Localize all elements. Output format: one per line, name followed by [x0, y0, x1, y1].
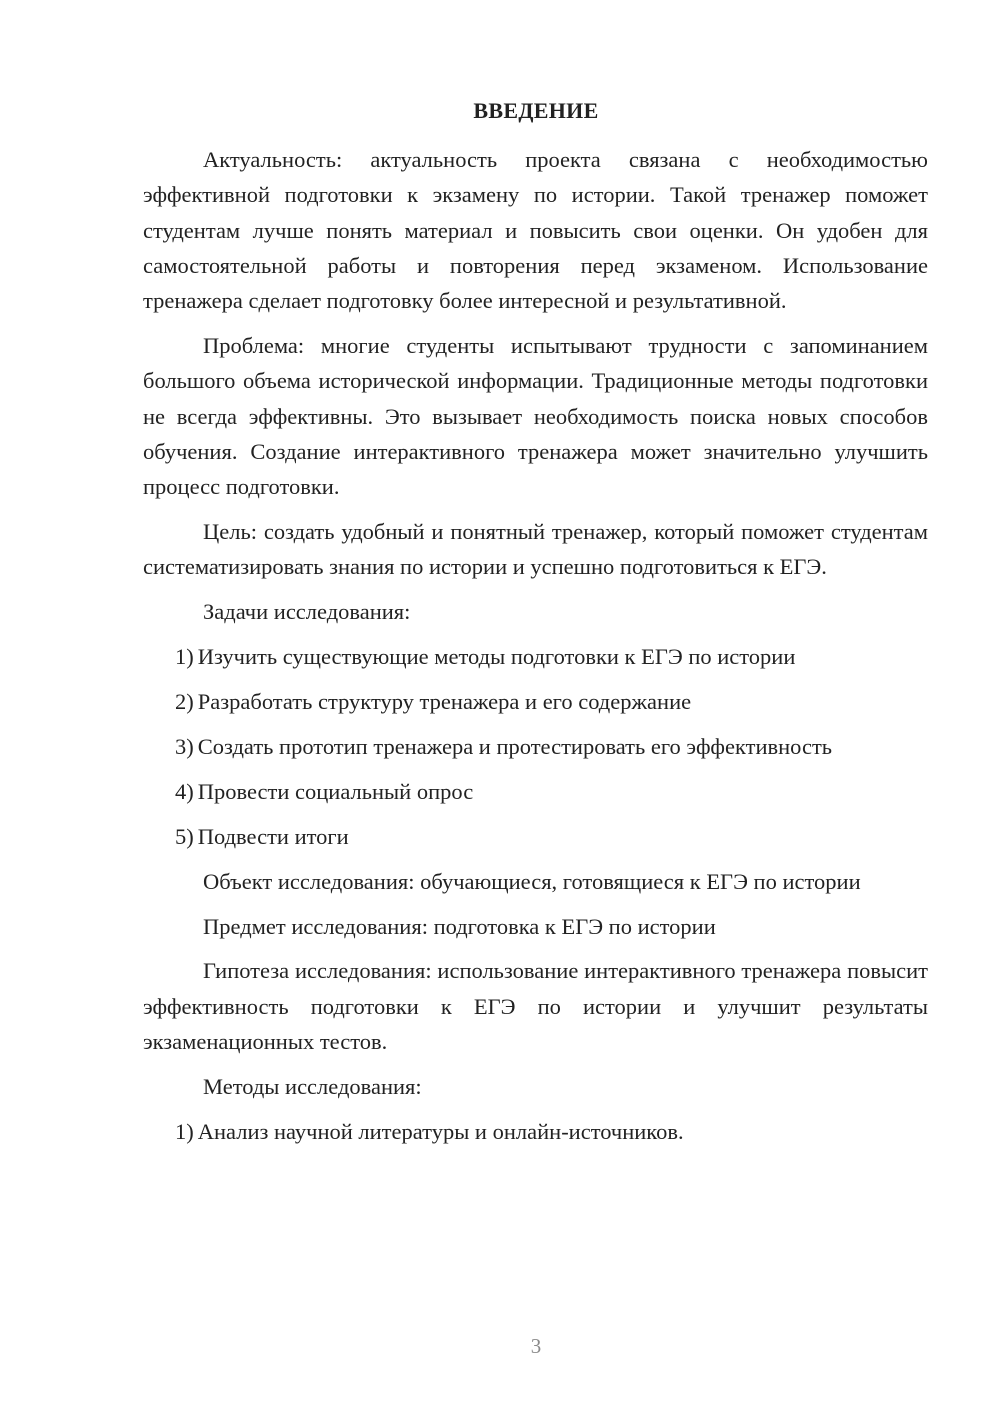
task-number: 5): [175, 823, 194, 849]
task-number: 2): [175, 689, 194, 715]
page-heading: ВВЕДЕНИЕ: [473, 98, 599, 123]
method-text: Анализ научной литературы и онлайн-источников.: [197, 1118, 684, 1144]
task-text: Изучить существующие методы подготовки к ЕГЭ по истории: [197, 644, 796, 670]
task-item: [143, 774, 928, 809]
object-paragraph: Объект исследования: обучающиеся, готовящиеся к ЕГЭ по истории: [203, 868, 861, 894]
task-number: 4): [175, 778, 194, 804]
page-number: 3: [530, 1334, 542, 1358]
task-number: 1): [175, 644, 194, 670]
task-item: [143, 729, 928, 764]
task-text: Разработать структуру тренажера и его содержание: [197, 689, 692, 715]
task-item: [143, 639, 928, 674]
task-item: [143, 819, 928, 854]
task-text: Подвести итоги: [197, 823, 349, 849]
document-body: [143, 142, 928, 1159]
task-number: 3): [175, 734, 194, 760]
tasks-title: Задачи исследования:: [203, 599, 411, 625]
goal-paragraph: Цель: создать удобный и понятный тренажер, который поможет студентам систематизировать знания по истории и успешно подготовиться к ЕГЭ.: [143, 519, 928, 580]
subject-paragraph: Предмет исследования: подготовка к ЕГЭ по истории: [203, 913, 716, 939]
method-number: 1): [175, 1118, 194, 1144]
method-item: [143, 1114, 928, 1149]
task-text: Провести социальный опрос: [197, 778, 474, 804]
relevance-paragraph: Актуальность: актуальность проекта связана с необходимостью эффективной подготовки к экзамену по истории. Такой тренажер поможет студентам лучше понять материал и повысить свои оценки. Он удобен для самостоятельной работы и повторения перед экзаменом. Использование тренажера сделает подготовку более интересной и результативной.: [143, 147, 928, 314]
hypothesis-paragraph: Гипотеза исследования: использование интерактивного тренажера повысит эффективность подготовки к ЕГЭ по истории и улучшит результаты экзаменационных тестов.: [143, 958, 928, 1055]
problem-paragraph: Проблема: многие студенты испытывают трудности с запоминанием большого объема исторической информации. Традиционные методы подготовки не всегда эффективны. Это вызывает необходимость поиска новых способов обучения. Создание интерактивного тренажера может значительно улучшить процесс подготовки.: [143, 333, 928, 500]
task-item: [143, 684, 928, 719]
task-text: Создать прототип тренажера и протестировать его эффективность: [197, 734, 833, 760]
methods-title: Методы исследования:: [203, 1073, 422, 1099]
